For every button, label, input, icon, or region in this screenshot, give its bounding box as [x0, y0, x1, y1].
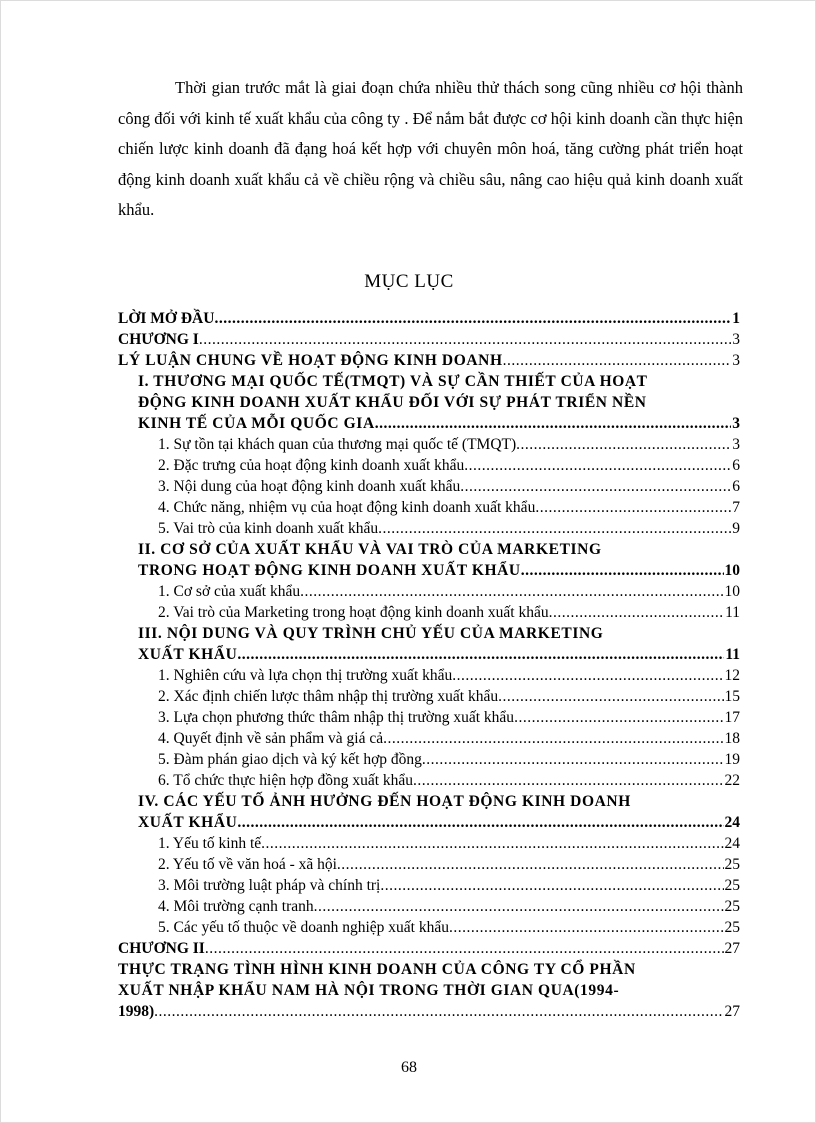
toc-thuc-trang-line-1: THỰC TRẠNG TÌNH HÌNH KINH DOANH CỦA CÔNG TY CỔ PHẦN: [118, 961, 636, 978]
toc-item-label: 3. Lựa chọn phương thức thâm nhập thị trường xuất khẩu: [158, 709, 515, 726]
toc-leader: [337, 854, 724, 875]
toc-leader: [237, 644, 724, 665]
toc-item: [118, 917, 740, 938]
toc-item-label: 1. Yếu tố kinh tế: [158, 835, 262, 852]
toc-item-page: 19: [724, 751, 740, 768]
toc-item-page: 25: [724, 877, 740, 894]
toc-leader: [452, 665, 723, 686]
toc-leader: [516, 434, 731, 455]
toc-item-page: 11: [725, 604, 740, 621]
toc-item: [118, 749, 740, 770]
toc-item-page: 6: [732, 478, 740, 495]
toc-entry-page: 11: [725, 646, 740, 663]
toc-section-3-line-1: III. NỘI DUNG VÀ QUY TRÌNH CHỦ YẾU CỦA MARKETING: [138, 625, 604, 642]
toc-item-page: 9: [732, 520, 740, 537]
toc-leader: [380, 875, 723, 896]
toc-item-label: 3. Nội dung của hoạt động kinh doanh xuất khẩu: [158, 478, 461, 495]
toc-entry-page: 10: [724, 562, 740, 579]
toc-leader: [205, 938, 724, 959]
toc-item-page: 6: [732, 457, 740, 474]
toc-entry-page: 3: [732, 415, 740, 432]
toc-leader: [314, 896, 724, 917]
toc-entry-label: LỜI MỞ ĐẦU: [118, 310, 215, 327]
toc-leader: [413, 770, 723, 791]
intro-paragraph-block: [118, 73, 743, 226]
toc-item-label: 2. Yếu tố về văn hoá - xã hội: [158, 856, 337, 873]
toc-thuc-trang-line-3: [118, 1001, 740, 1022]
toc-section-3-line-2: [118, 644, 740, 665]
toc-entry-page: 1: [732, 310, 740, 327]
toc-entry-chuong-1: [118, 329, 740, 350]
toc-item: [118, 455, 740, 476]
toc-entry-label: XUẤT KHẨU: [138, 646, 238, 663]
toc-item-page: 18: [724, 730, 740, 747]
toc-entry-label: CHƯƠNG I: [118, 331, 199, 348]
toc-item: [118, 728, 740, 749]
toc-leader: [154, 1001, 723, 1022]
toc-leader: [214, 308, 731, 329]
toc-item-label: 2. Đặc trưng của hoạt động kinh doanh xuất khẩu: [158, 457, 465, 474]
toc-section-1-line-3: [118, 413, 740, 434]
toc-leader: [375, 413, 732, 434]
toc-item-label: 1. Sự tồn tại khách quan của thương mại quốc tế (TMQT): [158, 436, 517, 453]
toc-item-page: 22: [724, 772, 740, 789]
toc-item-label: 4. Môi trường cạnh tranh: [158, 898, 314, 915]
toc-item-label: 5. Đàm phán giao dịch và ký kết hợp đồng: [158, 751, 422, 768]
toc-item: [118, 518, 740, 539]
toc-leader: [199, 329, 731, 350]
toc-item: [118, 497, 740, 518]
toc-item: [118, 476, 740, 497]
toc-item-page: 10: [724, 583, 740, 600]
toc-section-4-line-2: [118, 812, 740, 833]
toc-item: [118, 854, 740, 875]
toc-item-page: 25: [724, 856, 740, 873]
toc-item-page: 15: [724, 688, 740, 705]
toc-entry-page: 3: [732, 331, 740, 348]
toc-entry-page: 3: [732, 352, 740, 369]
toc-item-page: 17: [724, 709, 740, 726]
intro-paragraph: Thời gian trước mắt là giai đoạn chứa nhiều thử thách song cũng nhiều cơ hội thành công đối với kinh tế xuất khẩu của công ty . Để nắm bắt được cơ hội kinh doanh cần thực hiện chiến lược kinh doanh đã đạng hoá kết hợp với chuyên môn hoá, tăng cường phát triển hoạt động kinh doanh xuất khẩu cả về chiều rộng và chiều sâu, nâng cao hiệu quả kinh doanh xuất khẩu.: [118, 78, 743, 219]
toc-entry-label: 1998): [118, 1003, 155, 1020]
toc-item-label: 1. Cơ sở của xuất khẩu: [158, 583, 301, 600]
toc-entry-page: 24: [724, 814, 740, 831]
table-of-contents: [118, 308, 740, 1022]
toc-item-page: 25: [724, 898, 740, 915]
toc-entry-label: XUẤT KHẨU: [138, 814, 238, 831]
toc-leader: [464, 455, 731, 476]
toc-leader: [535, 497, 731, 518]
toc-item-label: 5. Vai trò của kinh doanh xuất khẩu: [158, 520, 379, 537]
toc-entry-chuong-2: [118, 938, 740, 959]
toc-leader: [498, 686, 723, 707]
toc-item: [118, 770, 740, 791]
toc-entry-page: 27: [724, 940, 740, 957]
toc-leader: [378, 518, 731, 539]
toc-leader: [237, 812, 723, 833]
toc-title: MỤC LỤC: [364, 271, 454, 292]
toc-leader: [261, 833, 723, 854]
toc-item-label: 6. Tổ chức thực hiện hợp đồng xuất khẩu: [158, 772, 414, 789]
page-number: 68: [401, 1059, 417, 1076]
toc-leader: [514, 707, 723, 728]
toc-item-page: 3: [732, 436, 740, 453]
toc-leader: [383, 728, 723, 749]
toc-section-4-line-1: IV. CÁC YẾU TỐ ẢNH HƯỞNG ĐẾN HOẠT ĐỘNG KINH DOANH: [138, 793, 631, 810]
toc-entry-label: TRONG HOẠT ĐỘNG KINH DOANH XUẤT KHẨU: [138, 562, 521, 579]
toc-entry-ly-luan-chung: [118, 350, 740, 371]
toc-leader: [460, 476, 731, 497]
toc-leader: [300, 581, 723, 602]
toc-item: [118, 875, 740, 896]
toc-section-1-line-2: ĐỘNG KINH DOANH XUẤT KHẨU ĐỐI VỚI SỰ PHÁT TRIỂN NỀN: [138, 394, 647, 411]
toc-item-label: 4. Chức năng, nhiệm vụ của hoạt động kinh doanh xuất khẩu: [158, 499, 536, 516]
toc-entry-loi-mo-dau: [118, 308, 740, 329]
toc-leader: [549, 602, 724, 623]
toc-item-page: 25: [724, 919, 740, 936]
toc-item: [118, 707, 740, 728]
toc-item: [118, 602, 740, 623]
toc-item-label: 2. Vai trò của Marketing trong hoạt động kinh doanh xuất khẩu: [158, 604, 549, 621]
toc-section-2-line-1: II. CƠ SỞ CỦA XUẤT KHẨU VÀ VAI TRÒ CỦA MARKETING: [138, 541, 602, 558]
toc-entry-label: KINH TẾ CỦA MỖI QUỐC GIA: [138, 415, 375, 432]
toc-item: [118, 434, 740, 455]
toc-item-label: 5. Các yếu tố thuộc về doanh nghiệp xuất khẩu: [158, 919, 449, 936]
toc-item: [118, 686, 740, 707]
toc-item: [118, 833, 740, 854]
toc-section-2-line-2: [118, 560, 740, 581]
toc-item-label: 4. Quyết định về sản phẩm và giá cả: [158, 730, 384, 747]
toc-item: [118, 581, 740, 602]
toc-item-page: 7: [732, 499, 740, 516]
toc-leader: [449, 917, 724, 938]
toc-item-page: 24: [724, 835, 740, 852]
toc-entry-label: LÝ LUẬN CHUNG VỀ HOẠT ĐỘNG KINH DOANH: [118, 352, 503, 369]
toc-leader: [521, 560, 724, 581]
toc-thuc-trang-line-2: XUẤT NHẬP KHẨU NAM HÀ NỘI TRONG THỜI GIAN QUA(1994-: [118, 982, 620, 999]
toc-item-label: 2. Xác định chiến lược thâm nhập thị trường xuất khẩu: [158, 688, 499, 705]
toc-item: [118, 896, 740, 917]
toc-entry-label: CHƯƠNG II: [118, 940, 205, 957]
toc-item: [118, 665, 740, 686]
toc-entry-page: 27: [724, 1003, 740, 1020]
toc-item-page: 12: [724, 667, 740, 684]
toc-item-label: 3. Môi trường luật pháp và chính trị: [158, 877, 381, 894]
toc-section-1-line-1: I. THƯƠNG MẠI QUỐC TẾ(TMQT) VÀ SỰ CẦN THIẾT CỦA HOẠT: [138, 373, 648, 390]
toc-leader: [503, 350, 732, 371]
toc-leader: [422, 749, 724, 770]
toc-item-label: 1. Nghiên cứu và lựa chọn thị trường xuất khẩu: [158, 667, 453, 684]
